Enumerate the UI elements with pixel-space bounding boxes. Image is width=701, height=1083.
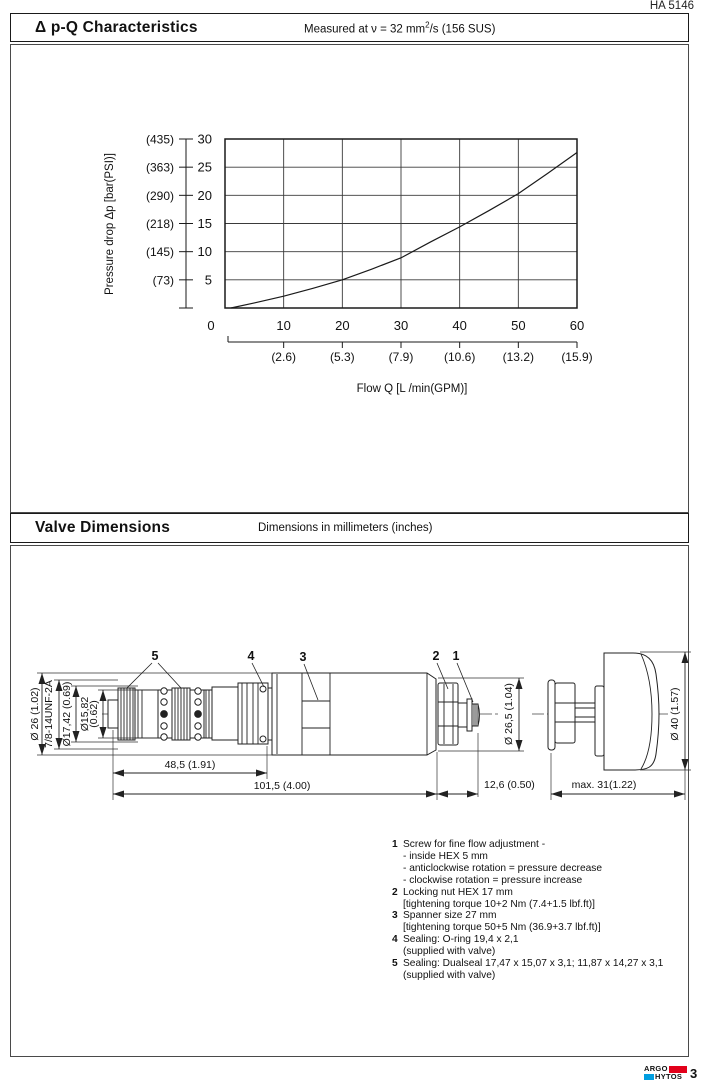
svg-text:50: 50 [511,318,526,333]
pq-curve [231,153,577,308]
svg-text:(7.9): (7.9) [388,350,414,364]
callout-1: 1 [452,649,460,663]
y-axis-label: Pressure drop Δp [bar(PSI)] [104,153,116,295]
pq-title: Δ p-Q Characteristics [35,18,198,36]
note-text: - inside HEX 5 mm [403,850,488,862]
note-line [392,899,687,911]
logo-blue-block [644,1074,654,1080]
valve-body [272,673,436,755]
argo-hytos-logo [644,1065,687,1081]
svg-text:(15.9): (15.9) [561,350,593,364]
note-number: 2 [392,886,398,898]
note-line [392,887,687,899]
adjustment-screw [458,699,480,731]
svg-text:60: 60 [569,318,585,333]
svg-text:30: 30 [197,131,212,147]
note-text: (supplied with valve) [403,969,496,981]
pq-chart [0,0,701,470]
svg-text:20: 20 [197,187,212,203]
note-number [392,875,403,887]
note-line [392,851,687,863]
dim-label-dia1582: Ø15,82 [79,696,91,732]
note-text: Sealing: Dualseal 17,47 x 15,07 x 3,1; 11,87 x 14,27 x 3,1 [403,958,664,970]
dim-label-dia26: Ø 26 (1.02) [29,687,41,741]
callout-2: 2 [432,649,440,663]
dim-label-126: 12,6 (0.50) [484,779,535,791]
locking-nut [438,683,458,745]
note-text: Locking nut HEX 17 mm [403,886,513,898]
callout-3: 3 [299,650,307,664]
note-line [392,946,687,958]
svg-text:30: 30 [393,318,409,333]
dim-label-dia265: Ø 26,5 (1.04) [503,683,515,745]
note-text: Sealing: O-ring 19,4 x 2,1 [403,934,519,946]
dimensions-subtitle: Dimensions in millimeters (inches) [258,522,433,534]
note-line [392,875,687,887]
dim-label-max31: max. 31(1.22) [571,779,637,791]
svg-text:(145): (145) [145,245,174,260]
note-text: Screw for fine flow adjustment - [403,839,546,850]
page-number: 3 [690,1066,698,1081]
note-line [392,910,687,922]
pq-subtitle-prefix: Measured at ν = 32 mm [304,22,426,35]
dim-label-dia40: Ø 40 (1.57) [669,687,681,741]
note-number: 4 [392,934,398,946]
doc-number: HA 5146 [649,0,694,12]
dim-label-1015: 101,5 (4.00) [253,780,311,792]
hand-knob [548,653,659,770]
svg-text:(73): (73) [152,273,174,288]
svg-text:10: 10 [276,318,291,333]
logo-text-hytos: HYTOS [655,1072,683,1081]
svg-text:10: 10 [197,244,212,260]
dim-label-485: 48,5 (1.91) [164,759,216,771]
logo-text-argo: ARGO [644,1064,668,1073]
note-number [392,922,403,934]
note-line [392,839,687,851]
logo-row-bottom [644,1073,687,1081]
callout-5: 5 [151,649,159,663]
svg-text:40: 40 [452,318,467,333]
note-text: - anticlockwise rotation = pressure decrease [403,862,603,874]
note-number [392,863,403,875]
svg-text:(13.2): (13.2) [502,350,535,364]
valve-cartridge [108,683,272,744]
note-text: (supplied with valve) [403,946,496,958]
note-text: [tightening torque 10+2 Nm (7.4+1.5 lbf.ft)] [403,898,595,910]
svg-text:(435): (435) [145,132,174,147]
svg-text:(5.3): (5.3) [329,350,355,364]
note-line [392,922,687,934]
dim-label-dia1742: Ø17,42 (0.69) [61,681,73,747]
note-number: 3 [392,910,398,922]
valve-drawing [0,555,701,1060]
dim-label-dia1582-inch: (0.62) [88,700,100,728]
svg-text:(10.6): (10.6) [443,350,476,364]
note-number: 1 [392,839,398,850]
x-axis-label: Flow Q [L /min(GPM)] [356,383,468,395]
svg-text:(290): (290) [145,188,174,203]
note-number [392,970,403,982]
note-line [392,970,687,982]
note-line [392,934,687,946]
svg-text:(363): (363) [145,160,174,175]
pq-subtitle-sup: 2 [425,20,430,30]
note-number [392,946,403,958]
svg-text:(218): (218) [145,217,174,231]
note-text: - clockwise rotation = pressure increase [403,874,583,886]
notes-list [392,839,687,982]
pq-subtitle-suffix: /s (156 SUS) [429,22,496,35]
svg-text:15: 15 [197,216,212,231]
note-line [392,958,687,970]
svg-text:5: 5 [204,272,212,288]
svg-text:0: 0 [207,318,215,333]
note-text: Spanner size 27 mm [403,910,497,922]
callout-4: 4 [247,649,255,663]
note-number [392,851,403,863]
note-number: 5 [392,958,398,970]
dimensions-section-header [10,513,689,543]
note-line [392,863,687,875]
dim-label-thread: 7/8-14UNF-2A [43,680,55,748]
dimensions-title: Valve Dimensions [35,519,171,536]
note-text: [tightening torque 50+5 Nm (36.9+3.7 lbf.ft)] [403,922,601,934]
svg-text:25: 25 [197,159,212,175]
svg-text:20: 20 [335,318,350,333]
note-number [392,899,403,911]
svg-text:(2.6): (2.6) [271,350,297,364]
